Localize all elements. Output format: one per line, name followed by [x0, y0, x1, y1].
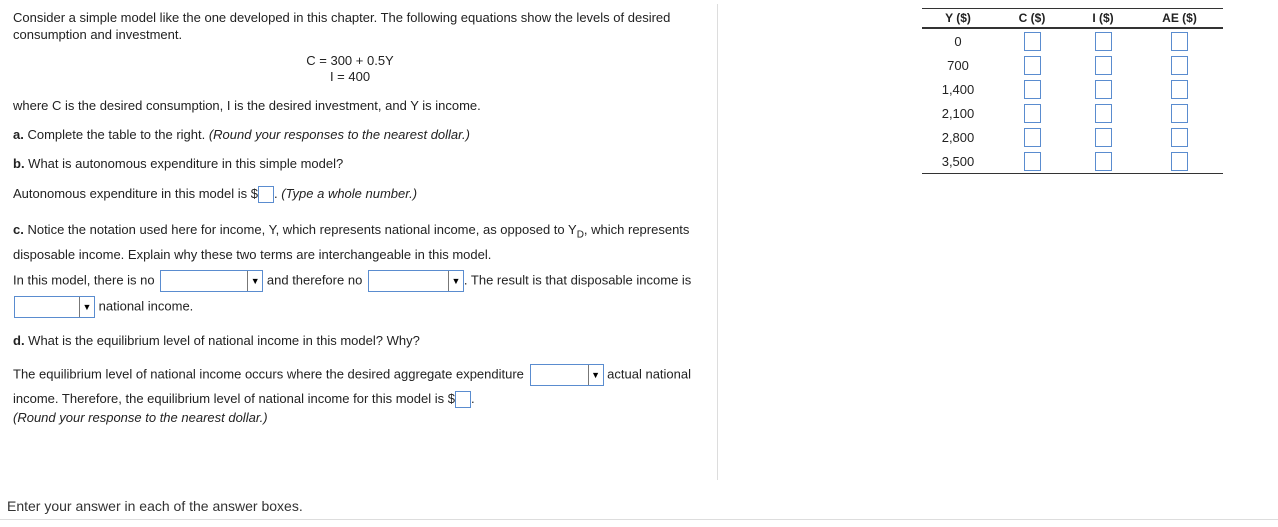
- ae-input[interactable]: [1171, 32, 1188, 51]
- y-value: 3,500: [922, 149, 994, 174]
- part-b-answer-note: (Type a whole number.): [281, 186, 418, 201]
- question-panel: [13, 9, 703, 43]
- part-d-answer-line2: [13, 391, 475, 408]
- part-d-ans1: The equilibrium level of national income occurs where the desired aggregate expenditure: [13, 366, 524, 382]
- part-a: [13, 127, 470, 142]
- part-d-note: (Round your response to the nearest dollar.): [13, 410, 268, 425]
- y-value: 1,400: [941, 81, 975, 97]
- table-row: [922, 149, 1223, 174]
- part-d-ans4: .: [470, 391, 475, 406]
- part-d-answer-line1: [13, 364, 691, 386]
- ae-input[interactable]: [1171, 152, 1188, 171]
- y-value: 2,100: [941, 105, 975, 121]
- c-input[interactable]: [1024, 152, 1041, 171]
- part-b-answer: [13, 186, 417, 203]
- part-a-text: Complete the table to the right.: [23, 127, 209, 142]
- ae-input[interactable]: [1171, 56, 1188, 75]
- part-d-text: What is the equilibrium level of national income in this model? Why?: [24, 333, 420, 348]
- answer-table: [922, 8, 1223, 174]
- question-intro: Consider a simple model like the one developed in this chapter. The following equations show the levels of desired consumption and investment.: [13, 10, 671, 42]
- i-input[interactable]: [1095, 56, 1112, 75]
- part-d-ans3: income. Therefore, the equilibrium level of national income for this model is $: [13, 391, 455, 406]
- ae-input[interactable]: [1171, 104, 1188, 123]
- i-input[interactable]: [1095, 80, 1112, 99]
- header-c: C ($): [994, 9, 1070, 29]
- dropdown-no-1[interactable]: [160, 270, 263, 292]
- i-input[interactable]: [1095, 152, 1112, 171]
- y-value: 0: [954, 33, 962, 49]
- chevron-down-icon: ▼: [79, 297, 94, 317]
- part-d: [13, 333, 420, 348]
- equation-investment: I = 400: [329, 69, 371, 84]
- header-i: I ($): [1070, 9, 1136, 29]
- part-a-label: a.: [13, 127, 24, 142]
- part-c-ans2: and therefore no: [266, 272, 363, 288]
- table-row: [922, 125, 1223, 149]
- i-input[interactable]: [1095, 104, 1112, 123]
- part-c: [13, 220, 703, 264]
- part-c-answer-line2: [14, 296, 193, 318]
- where-text: where C is the desired consumption, I is the desired investment, and Y is income.: [13, 98, 481, 113]
- part-c-ans4: national income.: [98, 298, 194, 314]
- part-c-text1: Notice the notation used here for income, Y, which represents national income, as opposed to Y: [23, 222, 577, 237]
- table-header-row: [922, 9, 1223, 29]
- header-ae: AE ($): [1136, 9, 1223, 29]
- ae-input[interactable]: [1171, 128, 1188, 147]
- part-c-ans3: . The result is that disposable income is: [463, 272, 692, 288]
- chevron-down-icon: ▼: [247, 271, 262, 291]
- part-a-note: (Round your responses to the nearest dollar.): [208, 127, 470, 142]
- part-b-answer-prefix: Autonomous expenditure in this model is $: [13, 186, 258, 201]
- table-row: [922, 101, 1223, 125]
- part-c-ans1: In this model, there is no: [13, 272, 155, 288]
- equilibrium-income-input[interactable]: [455, 391, 471, 408]
- y-value: 700: [947, 57, 969, 73]
- part-b: [13, 156, 343, 171]
- divider-bottom: [0, 519, 1278, 520]
- table-row: [922, 77, 1223, 101]
- c-input[interactable]: [1024, 56, 1041, 75]
- ae-input[interactable]: [1171, 80, 1188, 99]
- chevron-down-icon: ▼: [448, 271, 463, 291]
- chevron-down-icon: ▼: [588, 365, 603, 385]
- part-b-answer-suffix: .: [273, 186, 282, 201]
- part-b-text: What is autonomous expenditure in this simple model?: [24, 156, 344, 171]
- footer-instruction: Enter your answer in each of the answer boxes.: [7, 498, 303, 514]
- part-c-text2: , which represents disposable income. Explain why these two terms are interchangeable in this model.: [13, 222, 690, 262]
- divider-vertical: [717, 4, 718, 480]
- c-input[interactable]: [1024, 104, 1041, 123]
- part-c-answer-line1: [13, 270, 691, 292]
- header-y: Y ($): [922, 9, 994, 29]
- autonomous-expenditure-input[interactable]: [258, 186, 274, 203]
- table-row: [922, 28, 1223, 53]
- dropdown-disposable-income[interactable]: [14, 296, 95, 318]
- i-input[interactable]: [1095, 128, 1112, 147]
- equation-consumption: C = 300 + 0.5Y: [306, 53, 394, 68]
- i-input[interactable]: [1095, 32, 1112, 51]
- part-c-sub: D: [576, 229, 584, 241]
- c-input[interactable]: [1024, 128, 1041, 147]
- part-b-label: b.: [13, 156, 25, 171]
- part-d-ans2: actual national: [607, 366, 692, 382]
- part-c-label: c.: [13, 222, 24, 237]
- c-input[interactable]: [1024, 80, 1041, 99]
- c-input[interactable]: [1024, 32, 1041, 51]
- table-row: [922, 53, 1223, 77]
- part-d-label: d.: [13, 333, 25, 348]
- y-value: 2,800: [941, 129, 975, 145]
- dropdown-no-2[interactable]: [368, 270, 464, 292]
- dropdown-equilibrium[interactable]: [530, 364, 604, 386]
